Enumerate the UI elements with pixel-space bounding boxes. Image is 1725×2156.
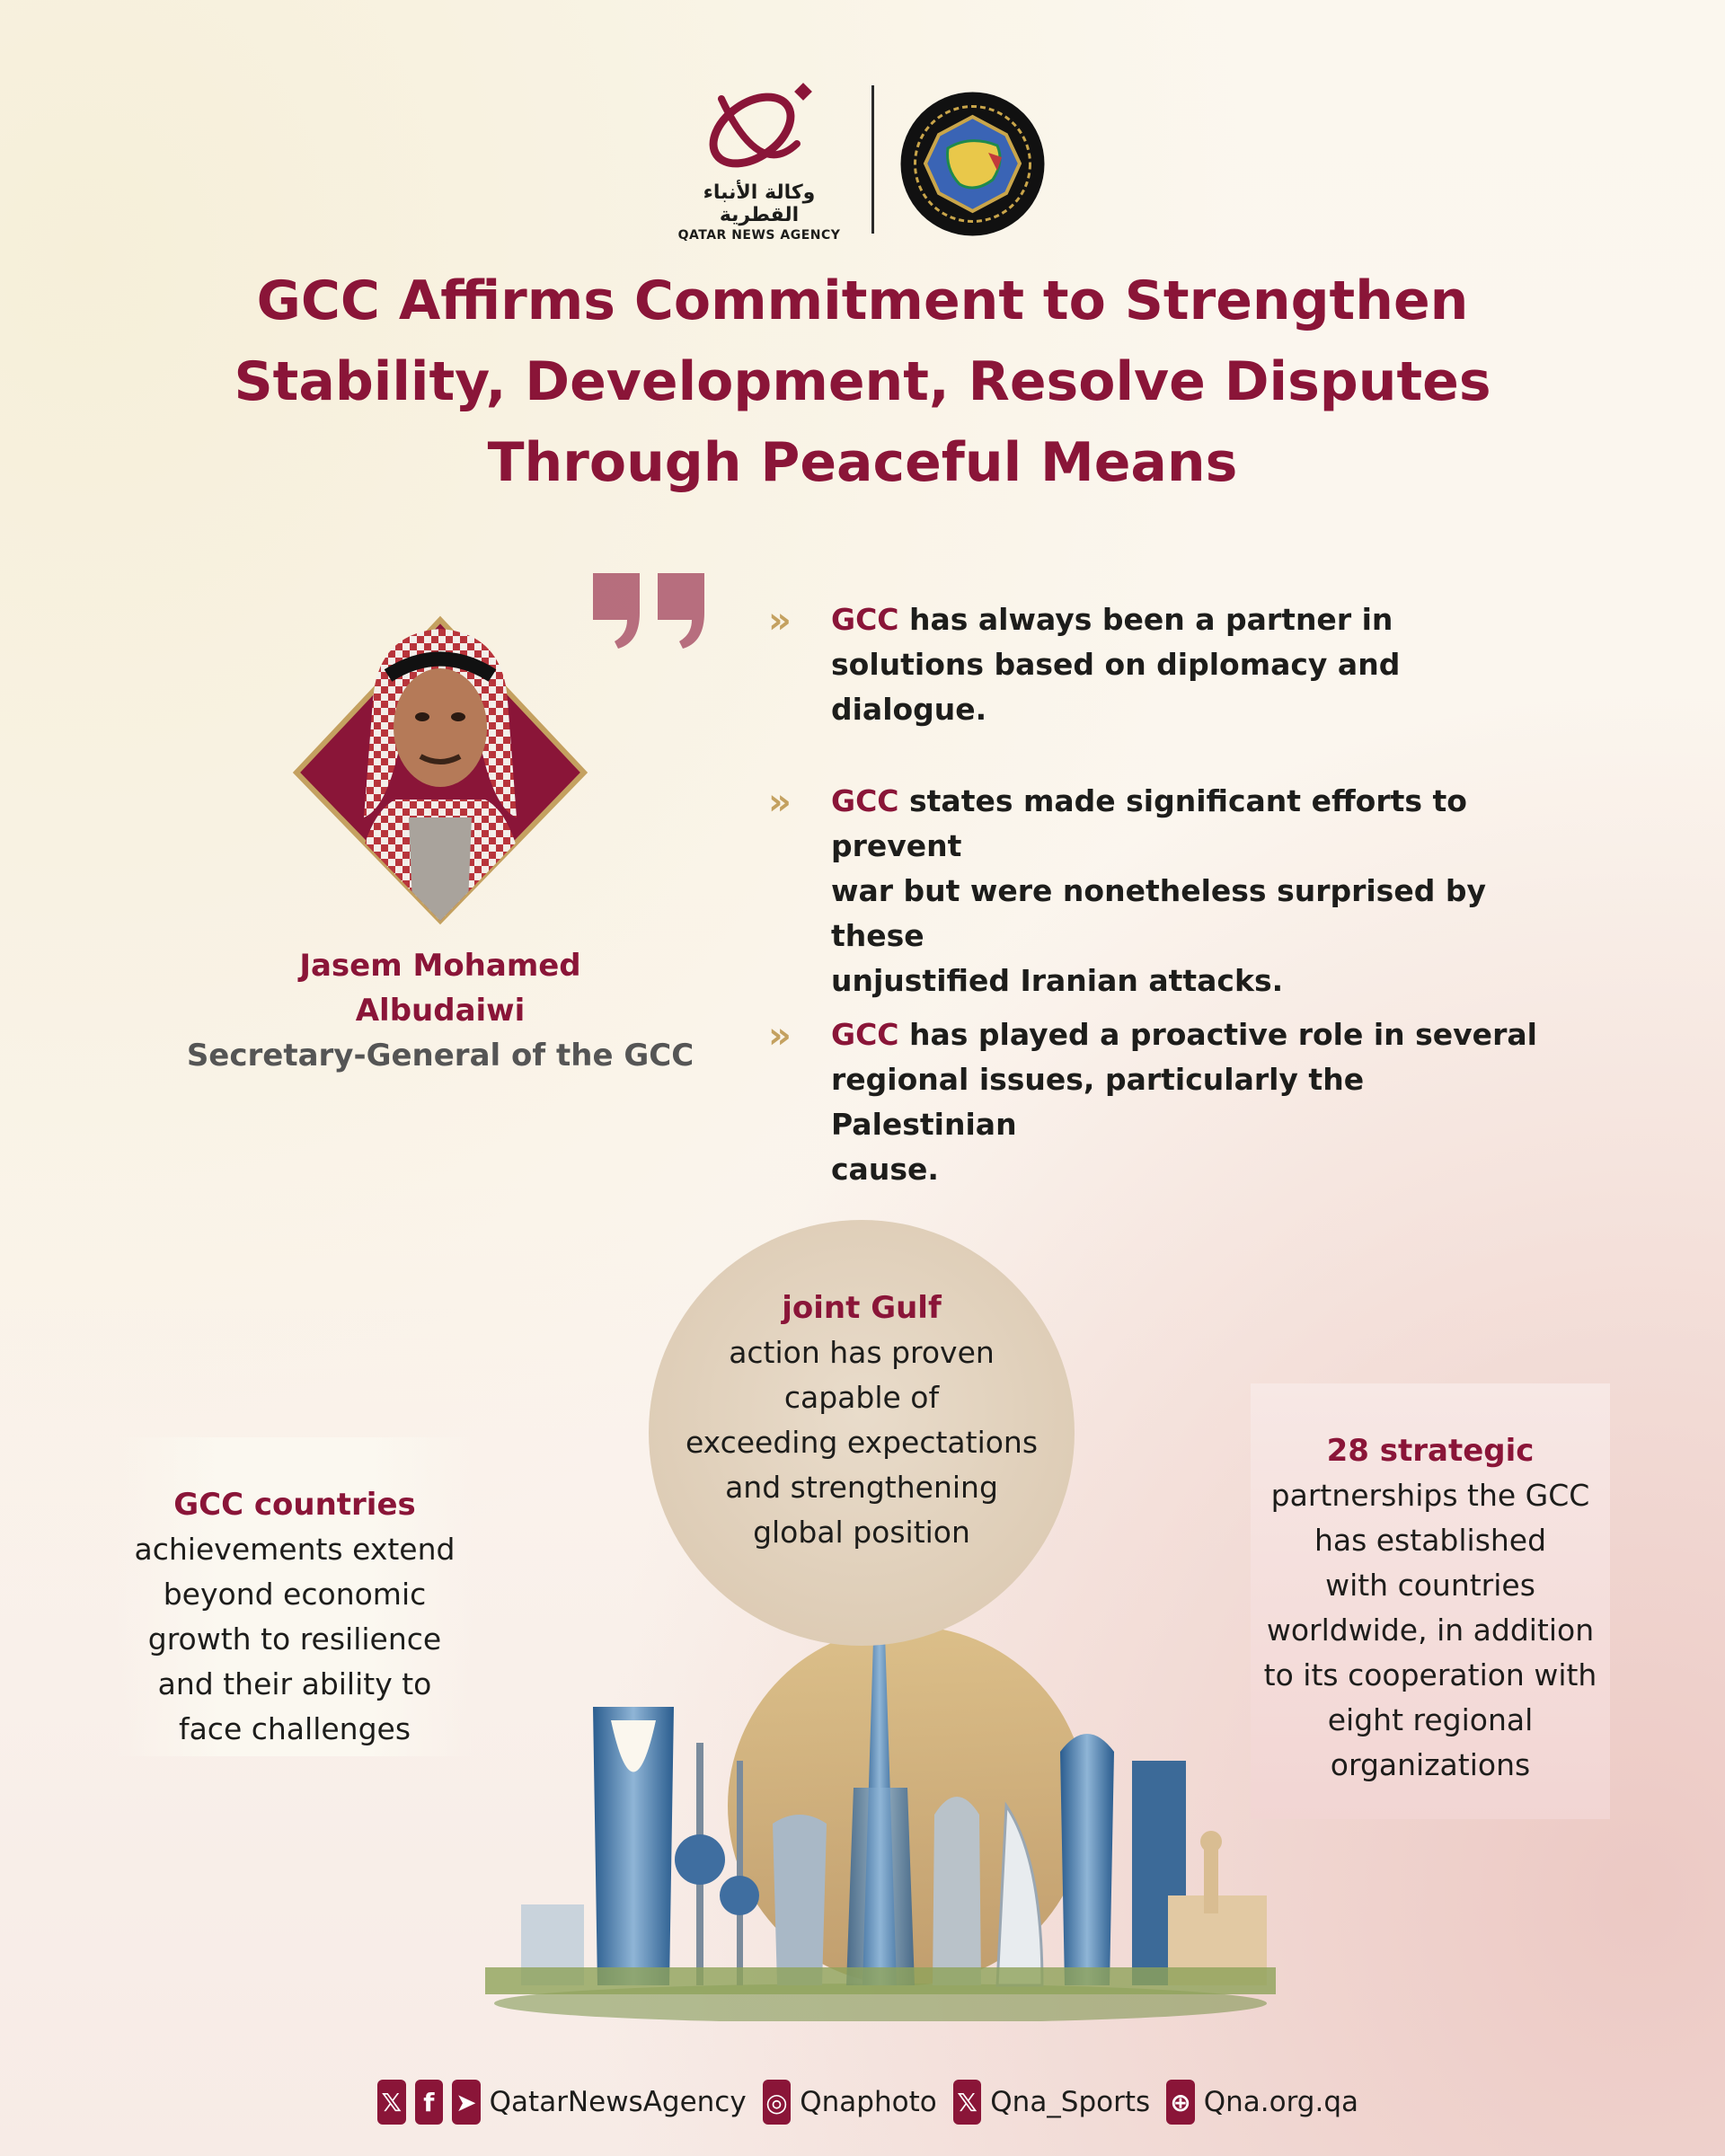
- bullet-lead: GCC: [831, 1017, 899, 1052]
- bullet-text: states made significant efforts to prevent: [831, 783, 1467, 863]
- info-card-gcc-countries: [115, 1437, 474, 1756]
- info-card-joint-gulf: [649, 1220, 1075, 1646]
- speaker-name: [243, 943, 638, 1033]
- card-text: exceeding expectations: [685, 1425, 1039, 1460]
- facebook-icon[interactable]: f: [415, 2080, 444, 2125]
- bullet-text: has always been a partner in: [898, 602, 1393, 637]
- card-text: and strengthening: [725, 1470, 998, 1505]
- bullet-item: [768, 1012, 1541, 1192]
- bullet-text: cause.: [831, 1152, 939, 1187]
- bullet-text: dialogue.: [831, 692, 987, 727]
- card-text: capable of: [783, 1380, 940, 1415]
- bullet-lead: GCC: [831, 783, 899, 818]
- card-text: with countries: [1325, 1568, 1535, 1603]
- bullet-item: [768, 597, 1541, 732]
- title-line-3: Through Peaceful Means: [487, 431, 1238, 494]
- globe-icon[interactable]: ⊕: [1166, 2080, 1195, 2125]
- double-chevron-icon: »: [768, 782, 792, 823]
- card-text: beyond economic: [163, 1577, 427, 1612]
- bullet-item: [768, 779, 1541, 1003]
- card-text: achievements extend: [134, 1532, 456, 1567]
- card-text: partnerships the GCC: [1270, 1478, 1590, 1513]
- quote-mark-icon: [584, 566, 719, 656]
- card-text: action has proven: [729, 1335, 995, 1370]
- double-chevron-icon: »: [768, 1015, 792, 1056]
- card-text: has established: [1314, 1523, 1547, 1558]
- speaker-portrait: [288, 593, 593, 925]
- card-text: to its cooperation with: [1263, 1657, 1597, 1692]
- bullet-lead: GCC: [831, 602, 899, 637]
- social-handle-qnaphoto[interactable]: Qnaphoto: [800, 2086, 937, 2118]
- double-chevron-icon: »: [768, 600, 792, 641]
- social-handle-qna-sports[interactable]: Qna_Sports: [990, 2086, 1151, 2118]
- website-link[interactable]: Qna.org.qa: [1203, 2086, 1359, 2118]
- agency-name-arabic: وكالة الأنباء القطرية: [703, 181, 816, 226]
- social-footer: [377, 2077, 1366, 2127]
- card-text: eight regional: [1327, 1702, 1534, 1737]
- speaker-role: Secretary-General of the GCC: [186, 1038, 694, 1074]
- bullet-text: solutions based on diplomacy and: [831, 647, 1401, 682]
- card-text: growth to resilience: [147, 1621, 442, 1657]
- speaker-name-line-2: Albudaiwi: [355, 993, 526, 1029]
- card-lead: GCC countries: [173, 1487, 416, 1523]
- bullet-text: has played a proactive role in several: [898, 1017, 1537, 1052]
- card-text: worldwide, in addition: [1266, 1613, 1595, 1648]
- card-lead: 28 strategic: [1326, 1433, 1535, 1469]
- bullet-text: regional issues, particularly the Palestinian: [831, 1062, 1365, 1142]
- bullet-text: unjustified Iranian attacks.: [831, 963, 1284, 998]
- x-icon[interactable]: 𝕏: [377, 2080, 406, 2125]
- qna-emblem-icon: [696, 81, 822, 180]
- social-handle-qatarnewsagency[interactable]: QatarNewsAgency: [489, 2086, 747, 2118]
- speaker-name-line-1: Jasem Mohamed: [299, 948, 581, 984]
- info-card-strategic-partnerships: [1251, 1383, 1610, 1819]
- telegram-icon[interactable]: ➤: [452, 2080, 481, 2125]
- title-line-2: Stability, Development, Resolve Disputes: [234, 350, 1491, 413]
- x-icon[interactable]: 𝕏: [953, 2080, 982, 2125]
- qna-logo: [665, 81, 854, 243]
- title-line-1: GCC Affirms Commitment to Strengthen: [256, 270, 1469, 332]
- card-text: global position: [753, 1515, 970, 1550]
- card-text: organizations: [1330, 1747, 1531, 1782]
- agency-name-english: QATAR NEWS AGENCY: [677, 228, 841, 243]
- card-text: and their ability to: [157, 1666, 432, 1701]
- bullet-text: war but were nonetheless surprised by these: [831, 873, 1486, 953]
- card-lead: joint Gulf: [782, 1290, 942, 1326]
- instagram-icon[interactable]: ◎: [763, 2080, 792, 2125]
- card-text: face challenges: [178, 1711, 411, 1746]
- page-title: [144, 261, 1581, 503]
- gcc-emblem-icon: [898, 90, 1047, 238]
- logo-divider: [871, 85, 874, 234]
